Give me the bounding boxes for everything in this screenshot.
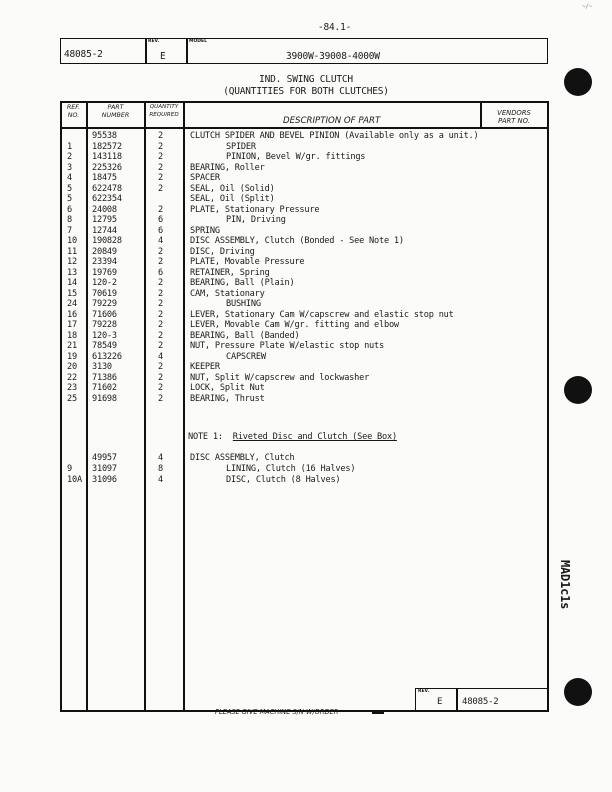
cell-part-number: 23394 (92, 257, 117, 267)
cell-quantity: 4 (158, 236, 163, 246)
table-row (60, 310, 480, 321)
note-text: Riveted Disc and Clutch (See Box) (232, 432, 397, 442)
footer-rev-divider (456, 688, 458, 711)
table-border (547, 101, 549, 712)
cell-part-number: 18475 (92, 173, 117, 183)
cell-ref-no: 15 (67, 288, 77, 299)
cell-part-number: 120-3 (92, 330, 117, 341)
column-header-description: DESCRIPTION OF PART (283, 116, 381, 126)
punch-hole (564, 68, 592, 96)
cell-ref-no: 10 (67, 236, 77, 246)
cell-part-number: 95538 (92, 131, 117, 141)
table-row (60, 362, 480, 373)
table-row (60, 184, 480, 195)
cell-ref-no: 1 (67, 141, 72, 152)
cell-quantity: 2 (158, 309, 163, 320)
cell-description: LEVER, Movable Cam W/gr. fitting and elbow (190, 320, 399, 330)
cell-ref-no: 9 (67, 463, 72, 474)
cell-description: NUT, Pressure Plate W/elastic stop nuts (190, 341, 384, 351)
cell-part-number: 71606 (92, 309, 117, 320)
cell-part-number: 71602 (92, 383, 117, 393)
column-header-text: QUANTITY (149, 104, 179, 110)
note-1 (188, 432, 397, 442)
cell-description: DISC, Driving (190, 246, 255, 257)
cell-ref-no: 16 (67, 309, 77, 320)
header-rev-label: REV. (148, 39, 160, 44)
corner-mark: ~/~ (582, 3, 593, 10)
cell-ref-no: 14 (67, 278, 77, 288)
cell-part-number: 31097 (92, 463, 117, 474)
cell-ref-no: 5 (67, 183, 72, 194)
table-row (60, 278, 480, 289)
table-row (60, 464, 480, 475)
table-row (60, 205, 480, 216)
table-row (60, 173, 480, 184)
cell-description: DISC ASSEMBLY, Clutch (190, 453, 295, 463)
cell-description: DISC ASSEMBLY, Clutch (Bonded - See Note 1) (190, 236, 404, 246)
cell-quantity: 4 (158, 351, 163, 362)
cell-quantity: 2 (158, 288, 163, 299)
cell-ref-no: 25 (67, 393, 77, 404)
cell-ref-no: 7 (67, 225, 72, 236)
cell-ref-no: 6 (67, 204, 72, 215)
cell-quantity: 6 (158, 267, 163, 278)
column-header-text: VENDORS (497, 109, 531, 117)
cell-quantity: 2 (158, 362, 163, 372)
cell-ref-no: 21 (67, 341, 77, 351)
table-row (60, 257, 480, 268)
cell-quantity: 2 (158, 320, 163, 330)
cell-part-number: 79229 (92, 299, 117, 309)
cell-description: NUT, Split W/capscrew and lockwasher (190, 372, 370, 383)
cell-ref-no: 17 (67, 320, 77, 330)
cell-ref-no: 12 (67, 257, 77, 267)
cell-quantity: 2 (158, 372, 163, 383)
cell-description: PLATE, Movable Pressure (190, 257, 305, 267)
table-row (60, 215, 480, 226)
cell-quantity: 2 (158, 173, 163, 183)
cell-part-number: 622478 (92, 183, 122, 194)
cell-description: RETAINER, Spring (190, 267, 270, 278)
cell-part-number: 225326 (92, 162, 122, 173)
cell-ref-no: 8 (67, 215, 72, 225)
footer-rev-label: REV. (418, 689, 430, 694)
column-header-text: NO. (67, 111, 80, 119)
table-header-rule (60, 127, 548, 129)
punch-hole (564, 376, 592, 404)
cell-part-number: 79228 (92, 320, 117, 330)
cell-part-number: 12744 (92, 225, 117, 236)
column-header-text: REQUIRED (149, 111, 179, 118)
footer-rev: E (437, 697, 443, 707)
table-row (60, 383, 480, 394)
cell-part-number: 78549 (92, 341, 117, 351)
cell-ref-no: 20 (67, 362, 77, 372)
note-label: NOTE 1: (188, 432, 223, 442)
footer-text: PLEASE GIVE MACHINE S/N W/ORDER (215, 708, 339, 716)
cell-quantity: 4 (158, 453, 163, 463)
cell-description: PLATE, Stationary Pressure (190, 204, 320, 215)
cell-description: SEAL, Oil (Split) (190, 194, 275, 204)
header-divider (145, 38, 147, 64)
cell-description: BEARING, Roller (190, 162, 265, 173)
cell-description: BEARING, Ball (Banded) (190, 330, 300, 341)
cell-quantity: 8 (158, 463, 163, 474)
cell-part-number: 19769 (92, 267, 117, 278)
cell-quantity: 2 (158, 183, 163, 194)
column-header-part (87, 104, 144, 119)
cell-description: SPRING (190, 225, 220, 236)
table-row (60, 289, 480, 300)
table-row (60, 194, 480, 205)
table-row (60, 331, 480, 342)
table-row (60, 142, 480, 153)
cell-part-number: 24008 (92, 204, 117, 215)
cell-description: SEAL, Oil (Solid) (190, 183, 275, 194)
table-row (60, 475, 480, 486)
cell-quantity: 6 (158, 225, 163, 236)
column-header-text: PART (107, 104, 124, 111)
table-row (60, 236, 480, 247)
cell-quantity: 2 (158, 257, 163, 267)
header-model: 3900W-39008-4000W (286, 51, 380, 62)
header-model-label: MODEL (189, 39, 207, 44)
column-header-text: PART NO. (498, 116, 530, 125)
table-row (60, 394, 480, 405)
cell-ref-no: 5 (67, 194, 72, 204)
cell-quantity: 2 (158, 330, 163, 341)
table-row (60, 299, 480, 310)
cell-part-number: 71386 (92, 372, 117, 383)
cell-quantity: 6 (158, 215, 163, 225)
header-doc-number: 48085-2 (64, 49, 103, 60)
cell-description: LINING, Clutch (16 Halves) (226, 463, 356, 474)
cell-description: PIN, Driving (226, 215, 286, 225)
cell-quantity: 2 (158, 341, 163, 351)
cell-part-number: 622354 (92, 194, 122, 204)
cell-description: PINION, Bevel W/gr. fittings (226, 152, 366, 162)
cell-ref-no: 4 (67, 173, 72, 183)
cell-part-number: 120-2 (92, 278, 117, 288)
cell-description: SPACER (190, 173, 220, 183)
cell-quantity: 2 (158, 204, 163, 215)
header-rev: E (160, 51, 166, 62)
cell-part-number: 70619 (92, 288, 117, 299)
table-row (60, 163, 480, 174)
cell-ref-no: 10A (67, 474, 82, 485)
cell-quantity: 2 (158, 299, 163, 309)
table-row (60, 247, 480, 258)
cell-description: BUSHING (226, 299, 261, 309)
cell-description: CLUTCH SPIDER AND BEVEL PINION (Available only as a unit.) (190, 131, 479, 141)
cell-part-number: 613226 (92, 351, 122, 362)
cell-quantity: 2 (158, 393, 163, 404)
cell-quantity: 2 (158, 246, 163, 257)
cell-part-number: 20849 (92, 246, 117, 257)
cell-ref-no: 24 (67, 299, 77, 309)
table-row (60, 352, 480, 363)
punch-hole (564, 678, 592, 706)
table-row (60, 226, 480, 237)
cell-ref-no: 13 (67, 267, 77, 278)
cell-quantity: 2 (158, 131, 163, 141)
column-header-quantity (145, 104, 183, 119)
cell-description: CAPSCREW (226, 351, 266, 362)
cell-description: LEVER, Stationary Cam W/capscrew and elastic stop nut (190, 309, 454, 320)
page-subtitle: (QUANTITIES FOR BOTH CLUTCHES) (223, 86, 389, 97)
cell-part-number: 49957 (92, 453, 117, 463)
table-row (60, 320, 480, 331)
cell-description: SPIDER (226, 141, 256, 152)
table-row (60, 373, 480, 384)
side-code: MAD1c1s (558, 560, 572, 610)
cell-description: CAM, Stationary (190, 288, 265, 299)
cell-ref-no: 22 (67, 372, 77, 383)
cell-description: BEARING, Ball (Plain) (190, 278, 295, 288)
table-row (60, 341, 480, 352)
column-header-vendors (482, 110, 546, 125)
cell-description: BEARING, Thrust (190, 393, 265, 404)
cell-part-number: 3130 (92, 362, 112, 372)
cell-description: KEEPER (190, 362, 220, 372)
footer-rule (372, 712, 384, 714)
cell-part-number: 91698 (92, 393, 117, 404)
cell-quantity: 2 (158, 141, 163, 152)
cell-ref-no: 23 (67, 383, 77, 393)
column-header-text: REF. (66, 104, 81, 111)
table-border (60, 101, 548, 103)
cell-description: LOCK, Split Nut (190, 383, 265, 393)
page-title: IND. SWING CLUTCH (259, 74, 353, 85)
cell-ref-no: 2 (67, 152, 72, 162)
cell-ref-no: 18 (67, 330, 77, 341)
cell-part-number: 31096 (92, 474, 117, 485)
cell-part-number: 143118 (92, 152, 122, 162)
header-divider (186, 38, 188, 64)
cell-description: DISC, Clutch (8 Halves) (226, 474, 341, 485)
cell-ref-no: 3 (67, 162, 72, 173)
column-header-text: NUMBER (101, 111, 130, 119)
footer-doc-number: 48085-2 (462, 697, 499, 707)
table-row (60, 453, 480, 464)
cell-ref-no: 11 (67, 246, 77, 257)
cell-quantity: 2 (158, 278, 163, 288)
cell-part-number: 182572 (92, 141, 122, 152)
cell-part-number: 12795 (92, 215, 117, 225)
column-header-ref (61, 104, 86, 119)
cell-ref-no: 19 (67, 351, 77, 362)
cell-quantity: 2 (158, 162, 163, 173)
table-row (60, 131, 480, 142)
cell-part-number: 190828 (92, 236, 122, 246)
table-row (60, 268, 480, 279)
cell-quantity: 2 (158, 383, 163, 393)
cell-quantity: 2 (158, 152, 163, 162)
cell-quantity: 4 (158, 474, 163, 485)
page-number: -84.1- (318, 22, 352, 33)
table-row (60, 152, 480, 163)
